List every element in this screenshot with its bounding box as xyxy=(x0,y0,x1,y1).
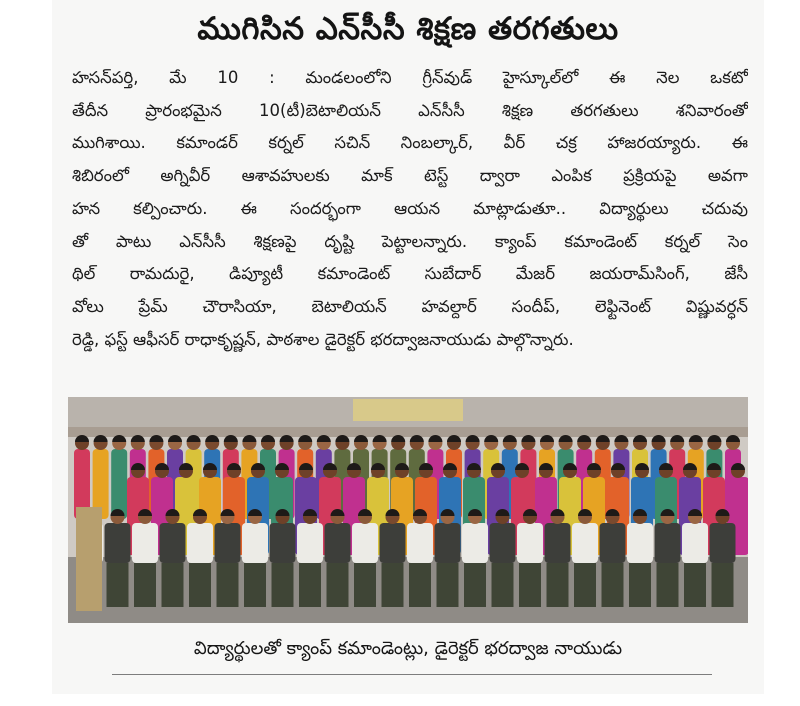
camouflage-trousers xyxy=(547,563,569,607)
photo-caption: విద్యార్థులతో క్యాంప్ కమాండెంట్లు, డైరెక్టర్ భరద్వాజ నాయుడు xyxy=(193,638,623,659)
divider xyxy=(112,674,712,675)
article-line: హన కల్పించారు. ఈ సందర్భంగా ఆయన మాట్లాడుతూ.. విద్యార్థులు చదువు xyxy=(72,198,748,218)
cadet-with-sash xyxy=(76,507,102,611)
camouflage-trousers xyxy=(409,563,431,607)
banner xyxy=(353,399,463,421)
article-line: థిల్ రామదురై, డిప్యూటీ కమాండెంట్ సుబేదార్ మేజర్ జయరామ్‌సింగ్, జేసీ xyxy=(72,264,748,284)
camouflage-trousers xyxy=(189,563,211,607)
camouflage-trousers xyxy=(299,563,321,607)
camouflage-trousers xyxy=(327,563,349,607)
article-line: రెడ్డి, ఫస్ట్ ఆఫీసర్ రాధాకృష్ణన్, పాఠశాల డైరెక్టర్ భరద్వాజనాయుడు పాల్గొన్నారు. xyxy=(72,329,574,349)
article-line: శిబిరంలో అగ్నివీర్ ఆశావహులకు మాక్ టెస్ట్ ద్వారా ఎంపిక ప్రక్రియపై అవగా xyxy=(72,166,748,186)
camouflage-trousers xyxy=(162,563,184,607)
camouflage-trousers xyxy=(684,563,706,607)
article-body xyxy=(72,62,748,356)
article-line: వోలు ప్రేమ్ చౌరాసియా, బెటాలియన్ హవల్దార్ సందీప్, లెఫ్టినెంట్ విష్ణువర్ధన్ xyxy=(72,296,748,316)
camouflage-trousers xyxy=(134,563,156,607)
article-line: తేదీన ప్రారంభమైన 10(టీ)బెటాలియన్ ఎన్‌సీసీ శిక్షణ తరగతులు శనివారంతో xyxy=(72,100,748,120)
camouflage-trousers xyxy=(354,563,376,607)
camouflage-trousers xyxy=(217,563,239,607)
camouflage-trousers xyxy=(519,563,541,607)
camouflage-trousers xyxy=(712,563,734,607)
camouflage-trousers xyxy=(657,563,679,607)
camouflage-trousers xyxy=(574,563,596,607)
camouflage-trousers xyxy=(492,563,514,607)
group-photo xyxy=(68,397,748,623)
camouflage-trousers xyxy=(629,563,651,607)
article-headline: ముగిసిన ఎన్‌సీసీ శిక్షణ తరగతులు xyxy=(197,11,619,47)
camouflage-trousers xyxy=(437,563,459,607)
article-line: తో పాటు ఎన్‌సీసీ శిక్షణపై దృష్టి పెట్టాలన్నారు. క్యాంప్ కమాండెంట్ కర్నల్ సెం xyxy=(72,231,748,251)
article-line: హసన్‌పర్తి, మే 10 : మండలంలోని గ్రీన్‌వుడ్ హైస్కూల్‌లో ఈ నెల ఒకటో xyxy=(72,68,748,87)
newspaper-clipping xyxy=(52,0,764,694)
camouflage-trousers xyxy=(464,563,486,607)
camouflage-trousers xyxy=(107,563,129,607)
camouflage-trousers xyxy=(382,563,404,607)
group-photo-illustration xyxy=(68,397,748,623)
article-line: ముగిశాయి. కమాండర్ కర్నల్ సచిన్ నింబల్కార్, వీర్ చక్ర హాజరయ్యారు. ఈ xyxy=(72,133,748,153)
camouflage-trousers xyxy=(272,563,294,607)
camouflage-trousers xyxy=(244,563,266,607)
camouflage-trousers xyxy=(602,563,624,607)
